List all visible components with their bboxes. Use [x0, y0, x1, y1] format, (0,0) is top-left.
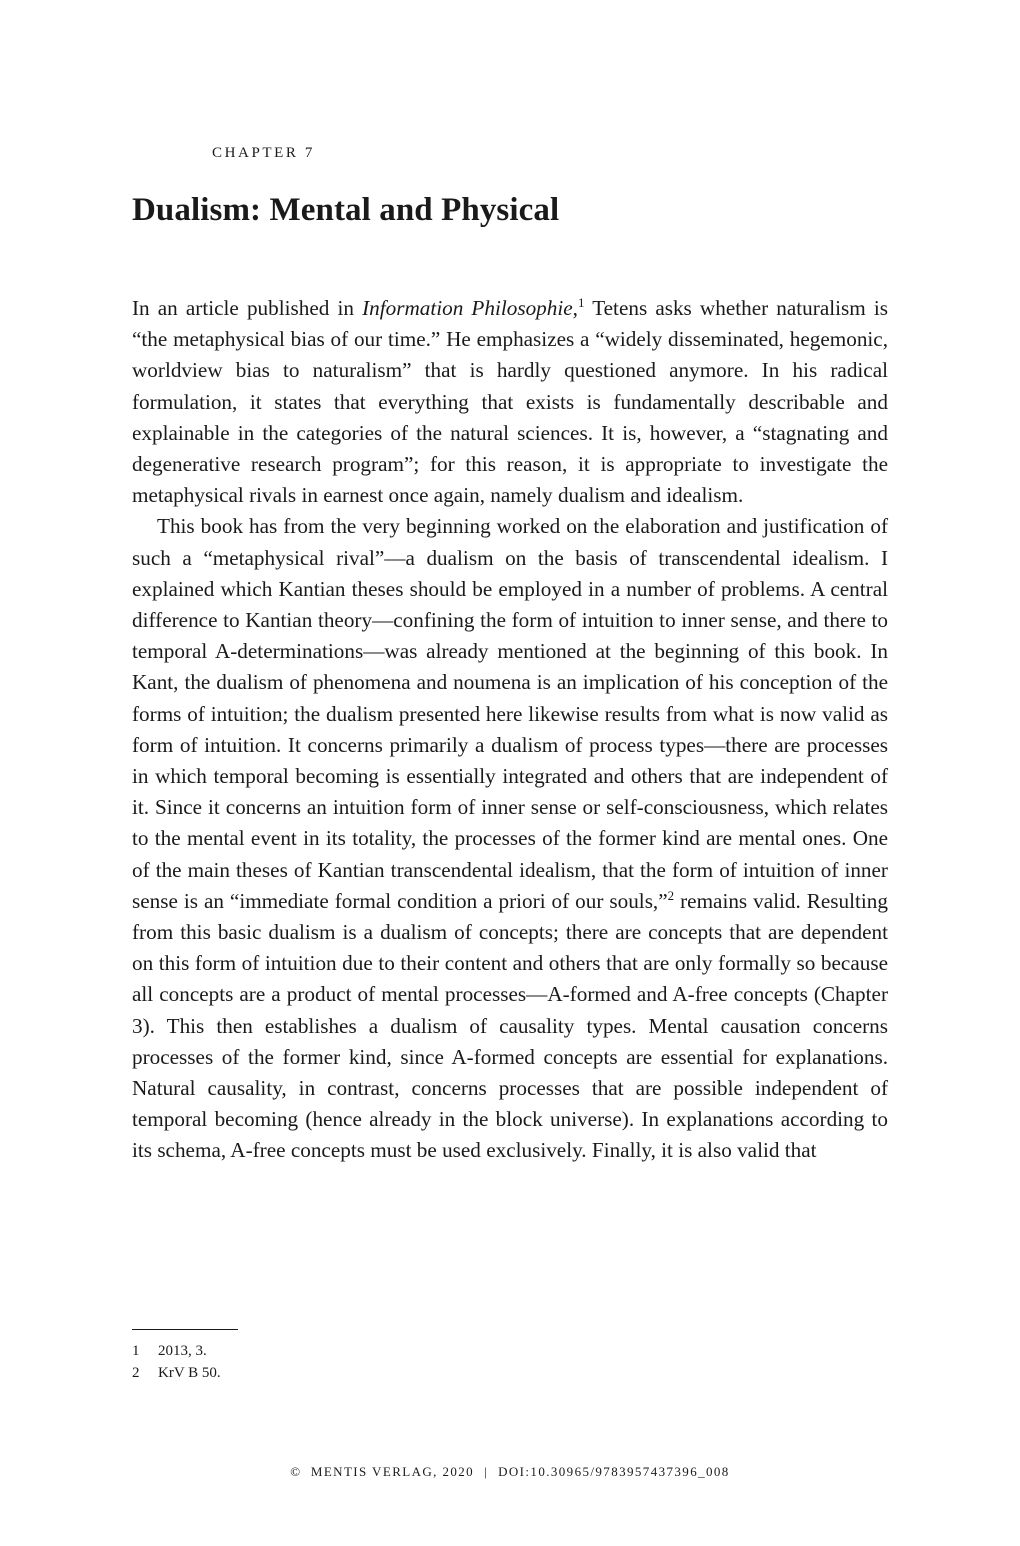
chapter-title: Dualism: Mental and Physical	[132, 192, 560, 228]
paragraph-text: In an article published in	[132, 296, 363, 320]
copyright-notice: © MENTIS VERLAG, 2020	[290, 1464, 475, 1479]
footnote-ref-2[interactable]: 2	[667, 887, 675, 903]
chapter-label: CHAPTER 7	[212, 145, 315, 161]
footer-separator: |	[484, 1464, 489, 1479]
footnote	[132, 1362, 221, 1384]
footnote-number: 1	[132, 1343, 140, 1359]
doi-link[interactable]: DOI:10.30965/9783957437396_008	[498, 1464, 730, 1479]
footnote-text: KrV B 50.	[158, 1365, 221, 1381]
page-footer	[0, 1464, 1020, 1480]
paragraph-text: Tetens asks whether naturalism is “the metaphysical bias of our time.” He emphasizes a “widely disseminated, hegemonic, worldview bias to naturalism” that is hardly questioned anymore. In his radical formulation, it states that everything that exists is fundamentally describable and explainable in the categories of the natural sciences. It is, however, a “stagnating and degenerative research program”; for this reason, it is appropriate to investigate the metaphysical rivals in earnest once again, namely dualism and idealism.	[132, 296, 888, 508]
paragraph-text: ,	[572, 296, 578, 320]
paragraph-text: remains valid. Resulting from this basic dualism is a dualism of concepts; there are concepts that are dependent on this form of intuition due to their content and others that are only formally so because all concepts are a product of mental processes—A-formed and A-free concepts (Chapter 3). This then establishes a dualism of causality types. Mental causation concerns processes of the former kind, since A-formed concepts are essential for explanations. Natural causality, in contrast, concerns processes that are possible independent of temporal becoming (hence already in the block universe). In explanations according to its schema, A-free concepts must be used exclusively. Finally, it is also valid that	[132, 888, 888, 1163]
body-text	[132, 293, 888, 1167]
footnote-divider	[132, 1329, 238, 1330]
footnote-ref-1[interactable]: 1	[577, 295, 585, 310]
paragraph-1	[132, 293, 888, 511]
paragraph-text: This book has from the very beginning worked on the elaboration and justification of such a “metaphysical rival”—a dualism on the basis of transcendental idealism. I explained which Kantian theses should be employed in a number of problems. A central difference to Kantian theory—confining the form of intuition to inner sense, and there to temporal A-determinations—was already mentioned at the beginning of this book. In Kant, the dualism of phenomena and noumena is an implication of his conception of the forms of intuition; the dualism presented here likewise results from what is now valid as form of intuition. It concerns primarily a dualism of process types—there are processes in which temporal becoming is essentially integrated and others that are independent of it. Since it concerns an intuition form of inner sense or self-consciousness, which relates to the mental event in its totality, the processes of the former kind are mental ones. One of the main theses of Kantian transcendental idealism, that the form of intuition of inner sense is an “immediate formal condition a priori of our souls,”	[132, 514, 888, 913]
paragraph-2	[132, 511, 888, 1166]
footnote-number: 2	[132, 1365, 140, 1381]
journal-title: Information Philosophie	[362, 296, 573, 320]
footnote	[132, 1340, 221, 1362]
footnotes	[132, 1340, 221, 1384]
footnote-text: 2013, 3.	[158, 1343, 207, 1359]
